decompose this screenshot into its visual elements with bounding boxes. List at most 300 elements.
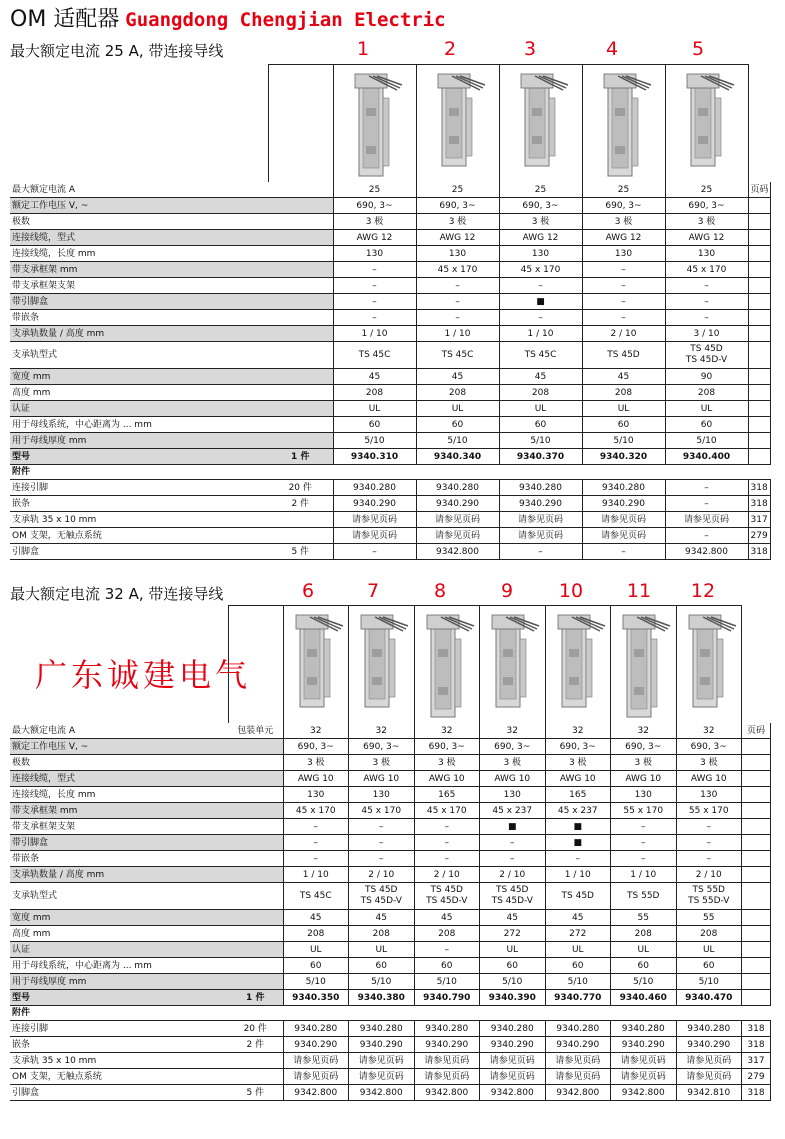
spec-value: 9340.460 (611, 990, 677, 1006)
spec-value: – (414, 851, 480, 867)
spec-value: 130 (416, 246, 499, 262)
spec-value: – (582, 278, 665, 294)
spec-value: 45 (499, 369, 582, 385)
accessory-value: 请参见页码 (333, 512, 416, 528)
spec-row (10, 262, 770, 278)
product-number-7: 7 (366, 580, 380, 602)
product-number-3: 3 (523, 38, 537, 60)
spec-value: 5/10 (349, 974, 415, 990)
spec-label: 连接线缆，长度 mm (10, 787, 228, 803)
pack-unit: 2 件 (228, 1037, 283, 1053)
spec-value: AWG 12 (665, 230, 748, 246)
page-ref (742, 958, 771, 974)
spec-value: 5/10 (545, 974, 611, 990)
adapter-product-image (430, 68, 486, 180)
spec-value: 45 (414, 910, 480, 926)
page-ref (742, 819, 771, 835)
spec-value: 45 (545, 910, 611, 926)
accessory-value: 请参见页码 (582, 512, 665, 528)
product-image-cell (665, 65, 748, 183)
page-ref (742, 867, 771, 883)
accessory-value: – (499, 544, 582, 560)
spec-value: 3 / 10 (665, 326, 748, 342)
spec-value: 32 (283, 723, 349, 739)
product-number-6: 6 (301, 580, 315, 602)
pack-unit: 1 件 (228, 990, 283, 1006)
spec-value: 45 x 170 (416, 262, 499, 278)
spec-value: – (283, 835, 349, 851)
spec-row (10, 723, 771, 739)
spec-value: 5/10 (676, 974, 742, 990)
product-image-cell (349, 606, 415, 724)
accessory-value: 9340.280 (499, 480, 582, 496)
spec-value: 1 / 10 (545, 867, 611, 883)
accessory-value: 9342.800 (349, 1085, 415, 1101)
page-ref (748, 278, 770, 294)
accessory-value: 9340.290 (499, 496, 582, 512)
spec-value: UL (611, 942, 677, 958)
product-image-cell (416, 65, 499, 183)
page-ref (742, 942, 771, 958)
pack-unit (228, 771, 283, 787)
spec-row (10, 867, 771, 883)
adapter-product-image (513, 68, 569, 180)
spec-value: 55 x 170 (611, 803, 677, 819)
spec-value: TS 45D (582, 342, 665, 369)
spec-value-line: TS 45D (690, 344, 723, 354)
spec-value: AWG 10 (545, 771, 611, 787)
spec-value: 5/10 (480, 974, 546, 990)
accessory-value: 请参见页码 (283, 1053, 349, 1069)
accessory-row (10, 496, 770, 512)
adapter-product-image (681, 609, 737, 721)
spec-row (10, 182, 770, 198)
accessory-value: – (665, 496, 748, 512)
spec-value: 272 (545, 926, 611, 942)
adapter-product-image (347, 68, 403, 180)
page-ref (748, 369, 770, 385)
spec-value: 60 (283, 958, 349, 974)
model-row (10, 990, 771, 1006)
page-ref (748, 449, 770, 465)
pack-unit (228, 974, 283, 990)
accessory-label: 支承轨 35 x 10 mm (10, 1053, 228, 1069)
spec-table-25a (10, 64, 771, 560)
spec-value: – (582, 294, 665, 310)
product-number-1: 1 (356, 38, 370, 60)
spec-value: 5/10 (611, 974, 677, 990)
spec-value: TS 45C (333, 342, 416, 369)
spec-label: 用于母线系统，中心距离为 ... mm (10, 417, 268, 433)
page-ref: 318 (742, 1021, 771, 1037)
spec-value: – (665, 294, 748, 310)
spec-label: 连接线缆，型式 (10, 771, 228, 787)
spec-value: 45 (349, 910, 415, 926)
pack-unit (228, 835, 283, 851)
spec-value: – (333, 262, 416, 278)
accessory-row (10, 528, 770, 544)
pack-unit: 20 件 (228, 1021, 283, 1037)
spec-row (10, 910, 771, 926)
page-ref (748, 310, 770, 326)
spec-value: – (416, 310, 499, 326)
spec-value: 3 极 (545, 755, 611, 771)
spec-row (10, 787, 771, 803)
spec-row (10, 851, 771, 867)
accessory-label: 连接引脚 (10, 480, 268, 496)
product-number-9: 9 (500, 580, 514, 602)
accessory-value: 9340.290 (611, 1037, 677, 1053)
accessory-value: 请参见页码 (582, 528, 665, 544)
page-ref (742, 771, 771, 787)
spec-value: 32 (676, 723, 742, 739)
spec-value: 60 (333, 417, 416, 433)
spec-value: 690, 3~ (545, 739, 611, 755)
spec-row (10, 310, 770, 326)
page-ref (742, 910, 771, 926)
section-title-25a: 最大额定电流 25 A, 带连接导线 (10, 42, 224, 60)
product-image-cell (545, 606, 611, 724)
spec-value: – (414, 835, 480, 851)
spec-value: – (499, 310, 582, 326)
spec-value: 130 (480, 787, 546, 803)
pack-unit (268, 433, 333, 449)
accessory-value: 请参见页码 (480, 1069, 546, 1085)
spec-value: UL (665, 401, 748, 417)
spec-value: 45 x 170 (665, 262, 748, 278)
spec-row (10, 974, 771, 990)
page-ref (748, 214, 770, 230)
pack-unit (228, 883, 283, 910)
spec-value: – (665, 310, 748, 326)
spec-value: 690, 3~ (416, 198, 499, 214)
spec-value: AWG 12 (499, 230, 582, 246)
spec-value: 130 (283, 787, 349, 803)
spec-value-line: TS 45D-V (426, 896, 468, 906)
spec-value: 5/10 (283, 974, 349, 990)
spec-label: 支承轨型式 (10, 883, 228, 910)
spec-value: UL (333, 401, 416, 417)
adapter-product-image (679, 68, 735, 180)
spec-value: 690, 3~ (414, 739, 480, 755)
page-ref (742, 803, 771, 819)
spec-value-line: TS 45D (365, 885, 398, 895)
spec-value: TS 45C (416, 342, 499, 369)
accessory-value: 9340.290 (416, 496, 499, 512)
spec-label: 带支承框架支架 (10, 819, 228, 835)
spec-value: 2 / 10 (414, 867, 480, 883)
spec-value: 60 (676, 958, 742, 974)
accessory-row (10, 480, 770, 496)
accessory-value: 9342.810 (676, 1085, 742, 1101)
page-ref (742, 851, 771, 867)
spec-value: AWG 12 (416, 230, 499, 246)
spec-value: ■ (499, 294, 582, 310)
spec-value: – (349, 819, 415, 835)
pack-unit: 1 件 (268, 449, 333, 465)
spec-value: 60 (416, 417, 499, 433)
page-ref: 279 (742, 1069, 771, 1085)
spec-value: 9340.320 (582, 449, 665, 465)
accessory-row (10, 1021, 771, 1037)
spec-label: 连接线缆，长度 mm (10, 246, 268, 262)
page-ref (742, 739, 771, 755)
spec-row (10, 883, 771, 910)
spec-value: 3 极 (414, 755, 480, 771)
spec-value: 45 (416, 369, 499, 385)
product-number-11: 11 (626, 580, 652, 602)
spec-value: ■ (480, 819, 546, 835)
spec-row (10, 835, 771, 851)
accessory-value: 9340.290 (333, 496, 416, 512)
accessory-value: 9340.290 (480, 1037, 546, 1053)
pack-unit (228, 851, 283, 867)
page-ref (748, 294, 770, 310)
spec-value: – (611, 819, 677, 835)
page-ref (748, 417, 770, 433)
pack-unit (268, 182, 333, 198)
pack-unit (268, 214, 333, 230)
spec-value: – (414, 942, 480, 958)
spec-label: 带嵌条 (10, 310, 268, 326)
spec-value: 45 (283, 910, 349, 926)
spec-row (10, 326, 770, 342)
accessory-value: 9340.290 (676, 1037, 742, 1053)
page-ref: 318 (748, 480, 770, 496)
spec-label: 带支承框架支架 (10, 278, 268, 294)
spec-value: 25 (665, 182, 748, 198)
spec-label: 用于母线系统，中心距离为 ... mm (10, 958, 228, 974)
spec-value: 55 x 170 (676, 803, 742, 819)
page-ref (742, 787, 771, 803)
spec-value: 165 (545, 787, 611, 803)
spec-value: TS 55D (611, 883, 677, 910)
spec-value: 690, 3~ (676, 739, 742, 755)
accessory-value: 9340.280 (676, 1021, 742, 1037)
spec-label: 型号 (10, 449, 268, 465)
page-ref (742, 990, 771, 1006)
spec-value: 208 (416, 385, 499, 401)
accessory-value: 9342.800 (611, 1085, 677, 1101)
spec-row (10, 246, 770, 262)
spec-value: – (480, 835, 546, 851)
accessory-value: 9340.290 (349, 1037, 415, 1053)
spec-value: 9340.390 (480, 990, 546, 1006)
page-ref (748, 385, 770, 401)
pack-unit: 20 件 (268, 480, 333, 496)
accessory-value: 9342.800 (283, 1085, 349, 1101)
pack-unit: 2 件 (268, 496, 333, 512)
spec-label: 支承轨数量 / 高度 mm (10, 867, 228, 883)
spec-value: – (349, 851, 415, 867)
pack-unit (228, 958, 283, 974)
spec-value: 1 / 10 (611, 867, 677, 883)
accessory-label: 连接引脚 (10, 1021, 228, 1037)
accessory-value: 9340.290 (545, 1037, 611, 1053)
page-ref (748, 326, 770, 342)
accessory-value: 9340.290 (283, 1037, 349, 1053)
spec-value: 9340.400 (665, 449, 748, 465)
spec-value: 1 / 10 (499, 326, 582, 342)
pack-unit (268, 401, 333, 417)
spec-label: 用于母线厚度 mm (10, 433, 268, 449)
adapter-product-image (615, 609, 671, 721)
spec-value: – (611, 851, 677, 867)
spec-value: – (414, 819, 480, 835)
spec-value: 32 (545, 723, 611, 739)
spec-value: UL (283, 942, 349, 958)
spec-value: 25 (333, 182, 416, 198)
spec-row (10, 942, 771, 958)
accessory-value: 9340.280 (414, 1021, 480, 1037)
page-ref: 318 (748, 544, 770, 560)
accessory-value: 9340.280 (545, 1021, 611, 1037)
spec-row (10, 278, 770, 294)
spec-value: 9340.340 (416, 449, 499, 465)
accessory-label: 引脚盒 (10, 1085, 228, 1101)
pack-unit (268, 369, 333, 385)
spec-value: 45 x 170 (499, 262, 582, 278)
pack-unit (268, 294, 333, 310)
spec-value: 55 (611, 910, 677, 926)
accessory-value: 请参见页码 (416, 528, 499, 544)
spec-value: AWG 10 (414, 771, 480, 787)
pack-unit (268, 326, 333, 342)
pack-unit (228, 739, 283, 755)
spec-row (10, 342, 770, 369)
spec-value: 165 (414, 787, 480, 803)
accessory-value: 9342.800 (414, 1085, 480, 1101)
adapter-product-image (353, 609, 409, 721)
accessory-value: 9340.280 (416, 480, 499, 496)
spec-label: 带引脚盒 (10, 835, 228, 851)
spec-value: – (611, 835, 677, 851)
spec-value: – (582, 262, 665, 278)
product-number-2: 2 (443, 38, 457, 60)
pack-unit: 包装单元 (228, 723, 283, 739)
spec-value: 25 (416, 182, 499, 198)
spec-value: 2 / 10 (582, 326, 665, 342)
spec-row (10, 230, 770, 246)
pack-unit (268, 385, 333, 401)
accessory-value: 请参见页码 (416, 512, 499, 528)
product-image-cell (333, 65, 416, 183)
spec-label: 宽度 mm (10, 369, 268, 385)
spec-value: – (676, 819, 742, 835)
spec-label: 宽度 mm (10, 910, 228, 926)
spec-value: 25 (499, 182, 582, 198)
spec-value: – (665, 278, 748, 294)
spec-value: 208 (333, 385, 416, 401)
spec-label: 高度 mm (10, 926, 228, 942)
spec-value: 3 极 (665, 214, 748, 230)
page-ref (748, 262, 770, 278)
spec-row (10, 198, 770, 214)
spec-value: 9340.310 (333, 449, 416, 465)
pack-unit (268, 417, 333, 433)
spec-value: 3 极 (416, 214, 499, 230)
page-ref (742, 755, 771, 771)
accessory-value: 请参见页码 (480, 1053, 546, 1069)
spec-value: – (349, 835, 415, 851)
spec-value: – (676, 851, 742, 867)
spec-row (10, 771, 771, 787)
spec-value (665, 342, 748, 369)
pack-unit (228, 1053, 283, 1069)
spec-value: 2 / 10 (480, 867, 546, 883)
spec-label: 极数 (10, 755, 228, 771)
spec-label: 带支承框架 mm (10, 803, 228, 819)
spec-value: 45 (333, 369, 416, 385)
spec-value: 5/10 (665, 433, 748, 449)
pack-unit (268, 528, 333, 544)
spec-value: 45 x 170 (283, 803, 349, 819)
spec-value: – (333, 294, 416, 310)
page-ref: 页码 (748, 182, 770, 198)
spec-row (10, 369, 770, 385)
spec-label: 连接线缆，型式 (10, 230, 268, 246)
accessory-value: 请参见页码 (665, 512, 748, 528)
spec-label: 认证 (10, 942, 228, 958)
page-ref (748, 342, 770, 369)
spec-value: 3 极 (349, 755, 415, 771)
spec-value: – (333, 278, 416, 294)
spec-value: 690, 3~ (499, 198, 582, 214)
spec-value: 32 (349, 723, 415, 739)
spec-value: 60 (611, 958, 677, 974)
accessory-value: 9342.800 (545, 1085, 611, 1101)
spec-row (10, 294, 770, 310)
spec-value: 60 (349, 958, 415, 974)
spec-value: – (416, 278, 499, 294)
spec-value: 60 (414, 958, 480, 974)
title-cn: OM 适配器 (10, 7, 120, 32)
spec-row (10, 401, 770, 417)
page-ref: 318 (742, 1085, 771, 1101)
accessory-label: 引脚盒 (10, 544, 268, 560)
spec-value: – (676, 835, 742, 851)
accessory-row (10, 1037, 771, 1053)
pack-unit (268, 246, 333, 262)
page-ref: 317 (748, 512, 770, 528)
spec-value: 3 极 (480, 755, 546, 771)
accessory-value: 请参见页码 (414, 1053, 480, 1069)
spec-value: 3 极 (676, 755, 742, 771)
product-image-cell (480, 606, 546, 724)
spec-value: 90 (665, 369, 748, 385)
spec-row (10, 958, 771, 974)
spec-value: AWG 10 (349, 771, 415, 787)
spec-value: 5/10 (582, 433, 665, 449)
pack-unit (228, 819, 283, 835)
accessory-value: 9340.280 (283, 1021, 349, 1037)
spec-value: 3 极 (333, 214, 416, 230)
spec-value: 5/10 (499, 433, 582, 449)
page-ref (742, 926, 771, 942)
product-image-cell (676, 606, 742, 724)
spec-value: 690, 3~ (582, 198, 665, 214)
spec-value: 32 (611, 723, 677, 739)
product-number-12: 12 (690, 580, 716, 602)
accessory-label: 嵌条 (10, 1037, 228, 1053)
spec-value: 130 (665, 246, 748, 262)
spec-label: 带支承框架 mm (10, 262, 268, 278)
accessory-value: 9340.280 (480, 1021, 546, 1037)
spec-value: 3 极 (283, 755, 349, 771)
spec-value: – (582, 310, 665, 326)
spec-value: 3 极 (611, 755, 677, 771)
spec-value: 45 (480, 910, 546, 926)
